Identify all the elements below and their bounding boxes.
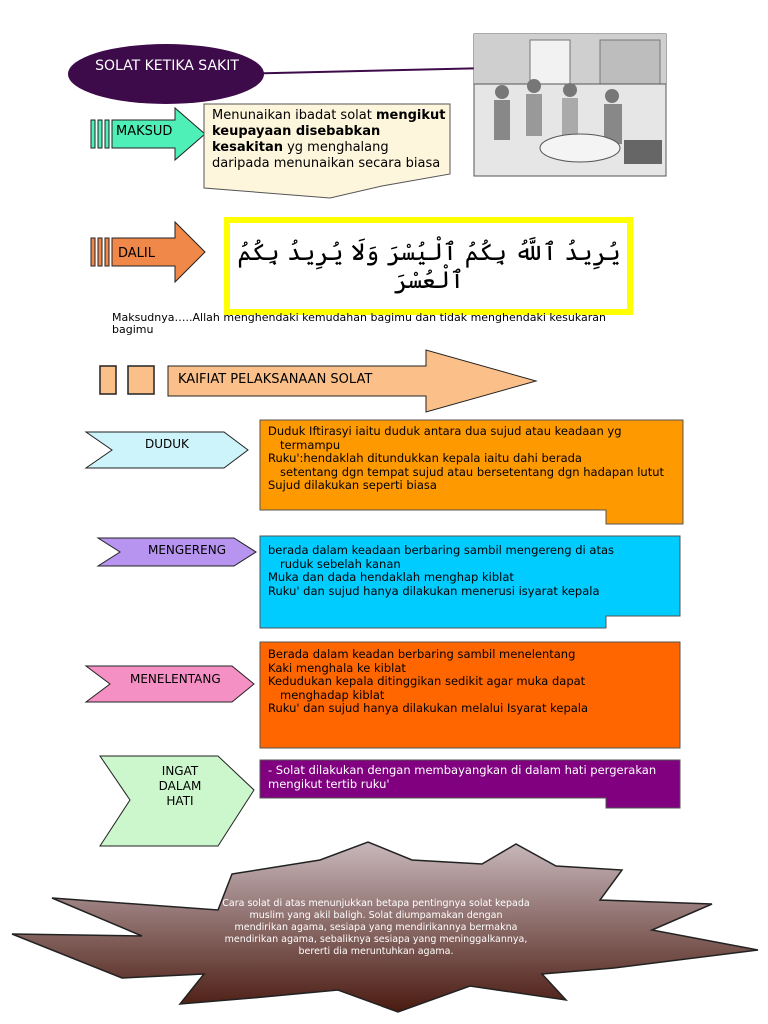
dalil-ayat: يُرِيدُ ٱللَّهُ بِكُمُ ٱلْيُسْرَ وَلَا يُرِيدُ بِكُمُ ٱلْعُسْرَ	[237, 238, 621, 294]
mengereng-line: ruduk sebelah kanan	[280, 556, 401, 571]
menelentang-line: menghadap kiblat	[280, 687, 385, 702]
page-title: SOLAT KETIKA SAKIT	[95, 58, 239, 74]
duduk-line: Duduk Iftirasyi iaitu duduk antara dua sujud atau keadaan yg	[268, 424, 622, 438]
duduk-label: DUDUK	[145, 437, 189, 451]
duduk-line: termampu	[280, 437, 341, 452]
duduk-text	[268, 425, 673, 493]
ingat-label-line: HATI	[166, 794, 194, 808]
dalil-label: DALIL	[118, 246, 155, 261]
ingat-label-line: DALAM	[158, 779, 202, 793]
ingat-text: - Solat dilakukan dengan membayangkan di dalam hati pergerakan mengikut tertib ruku'	[268, 763, 657, 791]
maksud-description	[212, 108, 450, 172]
menelentang-line: Ruku' dan sujud hanya dilakukan melalui Isyarat kepala	[268, 701, 589, 715]
patient-illustration	[474, 34, 666, 176]
ingat-label-line: INGAT	[161, 764, 199, 778]
maksudnya-translation: Maksudnya…..Allah menghendaki kemudahan bagimu dan tidak menghendaki kesukaran bagimu	[112, 311, 606, 336]
ingat-label	[140, 764, 220, 809]
mengereng-text	[268, 544, 673, 598]
maksud-desc-bold: mengikut keupayaan disebabkan kesakitan	[212, 108, 446, 155]
mengereng-line: berada dalam keadaan berbaring sambil mengereng di atas	[268, 543, 614, 557]
menelentang-line: Berada dalam keadan berbaring sambil menelentang	[268, 647, 576, 661]
menelentang-text	[268, 648, 673, 716]
mengereng-line: Ruku' dan sujud hanya dilakukan menerusi isyarat kepala	[268, 583, 600, 598]
duduk-line: setentang dgn tempat sujud atau bersetentang dgn hadapan lutut	[280, 464, 664, 479]
mengereng-label: MENGERENG	[148, 543, 226, 557]
kaifiat-label: KAIFIAT PELAKSANAAN SOLAT	[178, 372, 373, 387]
title-connector	[230, 68, 490, 74]
menelentang-line: Kedudukan kepala ditinggikan sedikit agar muka dapat	[268, 674, 586, 688]
conclusion-text: Cara solat di atas menunjukkan betapa pentingnya solat kepada muslim yang akil baligh. Solat diumpamakan dengan mendirikan agama, sesiapa yang mendirikannya bermakna mendirikan agama, sebaliknya sesiapa yang meninggalkannya, bererti dia meruntuhkan agama.	[222, 898, 530, 957]
maksud-desc-part-1: Menunaikan ibadat solat	[212, 108, 372, 123]
duduk-line: Ruku':hendaklah ditundukkan kepala iaitu dahi berada	[268, 451, 582, 465]
maksud-label: MAKSUD	[116, 124, 173, 139]
menelentang-line: Kaki menghala ke kiblat	[268, 660, 406, 675]
duduk-line: Sujud dilakukan seperti biasa	[268, 478, 437, 492]
mengereng-line: Muka dan dada hendaklah menghap kiblat	[268, 570, 514, 584]
maksud-desc-part-2: yg menghalang daripada menunaikan secara biasa	[212, 140, 441, 171]
menelentang-label: MENELENTANG	[130, 672, 221, 686]
